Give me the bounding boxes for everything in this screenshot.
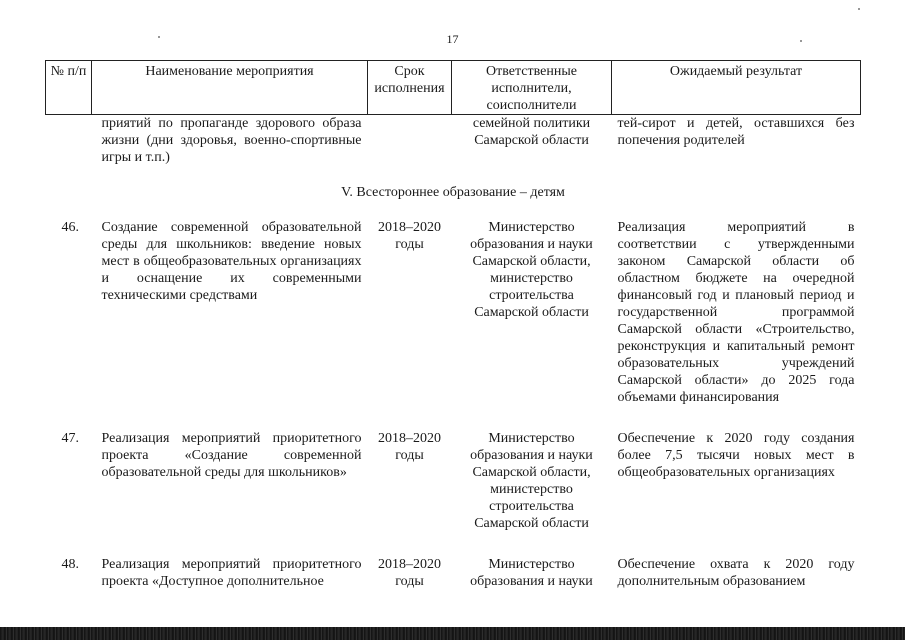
table-header bbox=[46, 61, 861, 115]
row-result: Обеспечение к 2020 году создания более 7,5 тысячи новых мест в общеобразовательных организациях bbox=[617, 431, 855, 480]
row-responsible: Министерство образования и науки Самарской области, министерство строительства Самарской области bbox=[470, 220, 593, 320]
scan-speck bbox=[858, 8, 860, 10]
header-number: № п/п bbox=[46, 61, 92, 115]
scan-speck bbox=[158, 36, 160, 38]
header-result: Ожидаемый результат bbox=[612, 61, 861, 115]
page-number: 17 bbox=[446, 32, 459, 46]
row-responsible: Министерство образования и науки bbox=[470, 557, 593, 589]
continuation-name: приятий по пропаганде здорового образа жизни (дни здоровья, военно-спортивные игры и т.п.) bbox=[101, 116, 362, 165]
table-row bbox=[46, 430, 861, 556]
measures-table bbox=[45, 60, 861, 590]
row-number: 47. bbox=[61, 431, 79, 446]
row-name: Реализация мероприятий приоритетного проекта «Создание современной образовательной среды для школьников» bbox=[101, 431, 362, 480]
row-term: 2018–2020 годы bbox=[378, 431, 441, 463]
continuation-responsible: семейной политики Самарской области bbox=[472, 116, 591, 148]
row-name: Реализация мероприятий приоритетного проекта «Доступное дополнительное bbox=[101, 557, 362, 589]
scan-speck bbox=[800, 40, 802, 42]
scan-bottom-edge bbox=[0, 627, 905, 640]
header-term: Срок исполнения bbox=[368, 61, 452, 115]
row-number: 48. bbox=[61, 557, 79, 572]
table-row bbox=[46, 556, 861, 590]
row-responsible: Министерство образования и науки Самарской области, министерство строительства Самарской области bbox=[470, 431, 593, 531]
row-term: 2018–2020 годы bbox=[378, 557, 441, 589]
continuation-number bbox=[46, 115, 92, 167]
row-result: Реализация мероприятий в соответствии с утвержденными законом Самарской области об областном бюджете на очередной финансовый год и плановый период и государственной программой Самарской области «Строительство, реконструкция и капитальный ремонт образовательных учреждений Самарской области» до 2025 года объемами финансирования bbox=[617, 220, 855, 405]
continuation-term bbox=[368, 115, 452, 167]
row-term: 2018–2020 годы bbox=[378, 220, 441, 252]
row-result: Обеспечение охвата к 2020 году дополнительным образованием bbox=[617, 557, 855, 589]
header-name: Наименование мероприятия bbox=[92, 61, 368, 115]
section-title: V. Всестороннее образование – детям bbox=[341, 185, 565, 200]
table-row bbox=[46, 219, 861, 430]
header-responsible: Ответственные исполнители, соисполнители bbox=[452, 61, 612, 115]
table-row-continuation bbox=[46, 115, 861, 167]
row-name: Создание современной образовательной среды для школьников: введение новых мест в общеобразовательных организациях и оснащение их современными техническими средствами bbox=[101, 220, 362, 303]
row-number: 46. bbox=[61, 220, 79, 235]
continuation-result: тей-сирот и детей, оставшихся без попечения родителей bbox=[617, 116, 855, 148]
section-heading-row bbox=[46, 166, 861, 219]
